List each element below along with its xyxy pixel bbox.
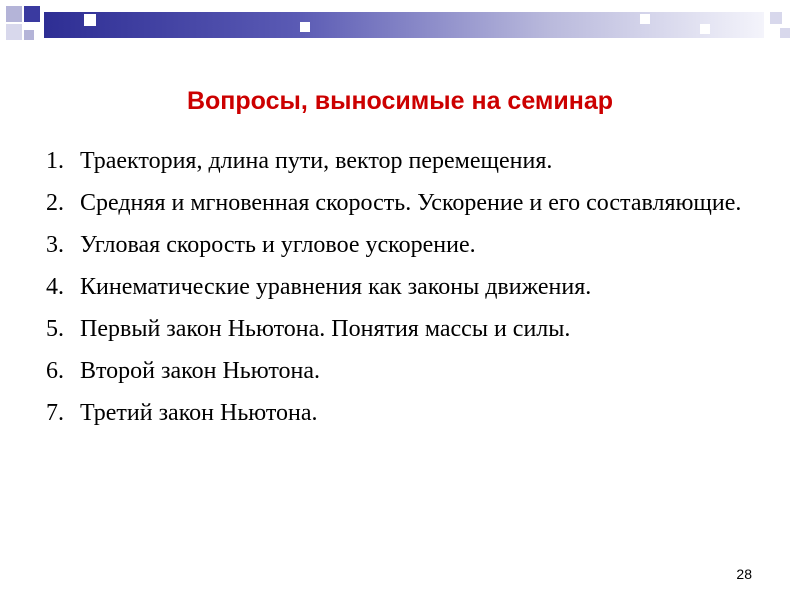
question-number: 1. <box>46 148 64 174</box>
decor-square <box>24 30 34 40</box>
question-number: 4. <box>46 274 64 300</box>
slide-title: Вопросы, выносимые на семинар <box>186 87 614 115</box>
question-item <box>46 313 766 346</box>
decor-square <box>24 6 40 22</box>
question-item <box>46 187 766 220</box>
question-text: Кинематические уравнения как законы движения. <box>80 274 592 300</box>
question-item <box>46 229 766 262</box>
page-number: 28 <box>736 566 752 582</box>
decor-square <box>640 14 650 24</box>
decor-square <box>6 24 22 40</box>
question-text: Средняя и мгновенная скорость. Ускорение и его составляющие. <box>80 190 742 216</box>
decor-square <box>6 6 22 22</box>
question-number: 5. <box>46 316 64 342</box>
question-item <box>46 397 766 430</box>
question-number: 7. <box>46 400 64 426</box>
decor-square <box>700 24 710 34</box>
question-item <box>46 355 766 388</box>
question-text: Угловая скорость и угловое ускорение. <box>80 232 476 258</box>
question-text: Траектория, длина пути, вектор перемещения. <box>80 148 553 174</box>
decor-square <box>300 22 310 32</box>
question-item <box>46 271 766 304</box>
question-text: Первый закон Ньютона. Понятия массы и силы. <box>80 316 571 342</box>
question-list <box>46 145 766 439</box>
decor-square <box>84 14 96 26</box>
header-gradient-bar <box>44 12 764 38</box>
question-item <box>46 145 766 178</box>
question-number: 3. <box>46 232 64 258</box>
header-decoration <box>0 0 800 48</box>
question-text: Третий закон Ньютона. <box>80 400 318 426</box>
question-number: 2. <box>46 190 64 216</box>
question-number: 6. <box>46 358 64 384</box>
decor-square <box>780 28 790 38</box>
decor-square <box>770 12 782 24</box>
question-text: Второй закон Ньютона. <box>80 358 320 384</box>
